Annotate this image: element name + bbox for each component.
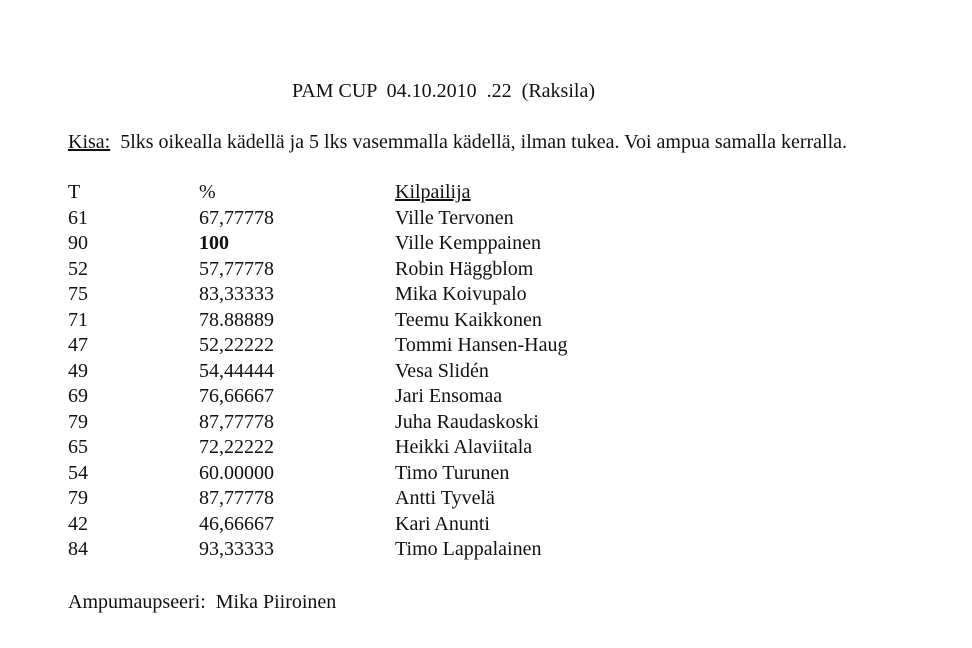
row-percent: 46,66667 xyxy=(199,512,274,535)
row-t: 71 xyxy=(68,308,88,331)
row-name: Mika Koivupalo xyxy=(395,283,527,305)
row-t: 84 xyxy=(68,538,88,560)
header-percent: % xyxy=(199,181,216,203)
row-t: 79 xyxy=(68,487,88,509)
row-t: 69 xyxy=(68,385,88,407)
table-row xyxy=(68,512,688,538)
row-t: 42 xyxy=(68,512,88,535)
row-percent: 72,22222 xyxy=(199,436,274,458)
table-row xyxy=(68,359,688,385)
row-percent: 87,77778 xyxy=(199,487,274,509)
row-name: Timo Turunen xyxy=(395,461,510,484)
row-percent: 60.00000 xyxy=(199,461,274,484)
row-name: Teemu Kaikkonen xyxy=(395,308,542,331)
header-t: T xyxy=(68,181,81,203)
row-t: 61 xyxy=(68,206,88,229)
row-t: 75 xyxy=(68,283,88,305)
table-row xyxy=(68,308,688,334)
row-t: 54 xyxy=(68,461,88,484)
row-t: 79 xyxy=(68,410,88,433)
document-title: PAM CUP 04.10.2010 .22 (Raksila) xyxy=(292,80,595,102)
row-name: Vesa Slidén xyxy=(395,359,489,382)
row-percent: 52,22222 xyxy=(199,334,274,356)
row-name: Antti Tyvelä xyxy=(395,487,495,509)
table-row xyxy=(68,410,688,436)
row-name: Robin Häggblom xyxy=(395,257,534,280)
row-percent: 93,33333 xyxy=(199,538,274,560)
row-t: 65 xyxy=(68,436,88,458)
table-row xyxy=(68,231,688,257)
row-name: Ville Kemppainen xyxy=(395,232,541,254)
row-name: Timo Lappalainen xyxy=(395,538,542,560)
table-row xyxy=(68,282,688,308)
kisa-text: 5lks oikealla kädellä ja 5 lks vasemmalla kädellä, ilman tukea. Voi ampua samalla kerralla. xyxy=(110,131,848,153)
results-table xyxy=(68,180,688,563)
row-percent: 54,44444 xyxy=(199,359,274,382)
table-row xyxy=(68,486,688,512)
table-row xyxy=(68,257,688,283)
row-percent: 78.88889 xyxy=(199,308,274,331)
row-name: Juha Raudaskoski xyxy=(395,410,539,433)
table-row xyxy=(68,537,688,563)
row-percent: 57,77778 xyxy=(199,257,274,280)
row-name: Heikki Alaviitala xyxy=(395,436,533,458)
table-row xyxy=(68,384,688,410)
row-name: Ville Tervonen xyxy=(395,206,514,229)
header-kilpailija: Kilpailija xyxy=(395,181,471,203)
row-percent: 83,33333 xyxy=(199,283,274,305)
table-row xyxy=(68,333,688,359)
table-header-row xyxy=(68,180,688,206)
kisa-label: Kisa: xyxy=(68,131,111,153)
table-row xyxy=(68,435,688,461)
table-row xyxy=(68,206,688,232)
range-officer-line: Ampumaupseeri: Mika Piiroinen xyxy=(68,591,337,613)
row-t: 90 xyxy=(68,232,88,254)
row-percent: 76,66667 xyxy=(199,385,274,407)
row-percent: 87,77778 xyxy=(199,410,274,433)
row-name: Tommi Hansen-Haug xyxy=(395,334,568,356)
row-percent: 100 xyxy=(199,232,229,254)
row-name: Kari Anunti xyxy=(395,512,490,535)
row-percent: 67,77778 xyxy=(199,206,274,229)
row-t: 47 xyxy=(68,334,88,356)
competition-description xyxy=(68,129,847,155)
row-name: Jari Ensomaa xyxy=(395,385,503,407)
row-t: 49 xyxy=(68,359,88,382)
table-row xyxy=(68,461,688,487)
row-t: 52 xyxy=(68,257,88,280)
